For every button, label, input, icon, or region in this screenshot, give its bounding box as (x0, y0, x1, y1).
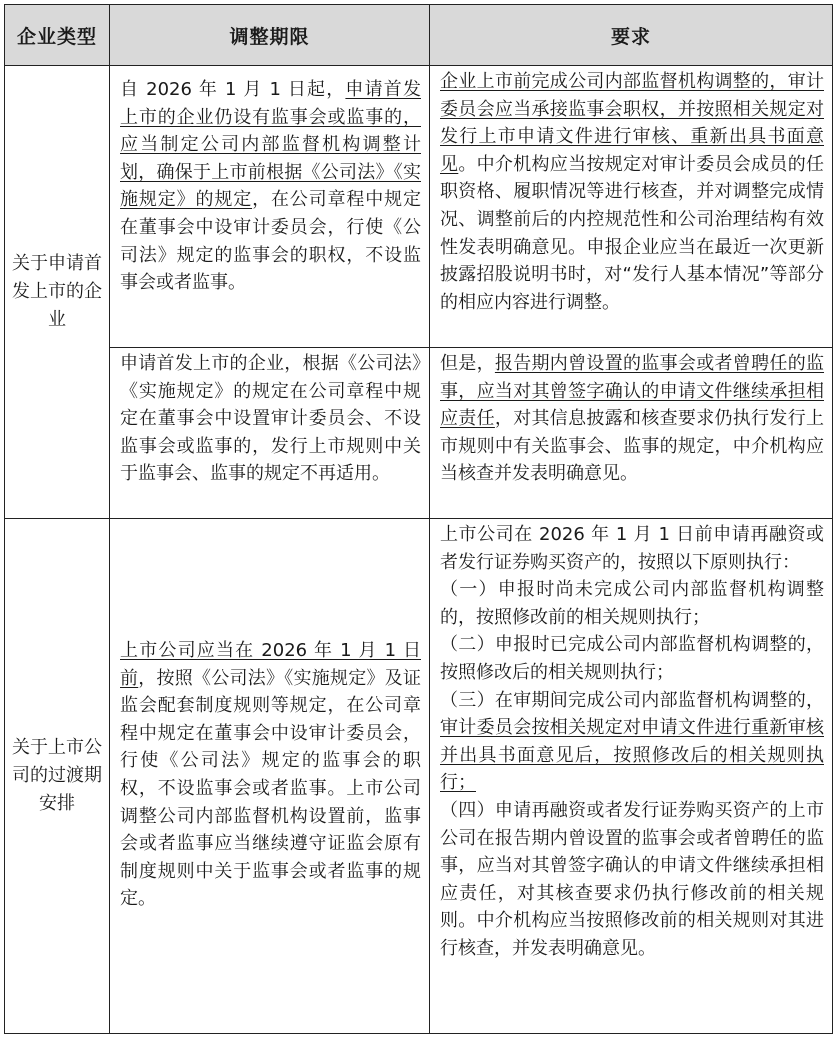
listed-requirement-intro: 上市公司在 2026 年 1 月 1 日前申请再融资或者发行证券购买资产的，按照以下原则执行： (440, 524, 824, 573)
listed-item-1: （一）申报时尚未完成公司内部监督机构调整的，按照修改前的相关规则执行； (440, 579, 824, 628)
underlined-text: 上市公司应当在 2026 年 1 月 1 日前 (120, 640, 421, 689)
text-segment: （三）在审期间完成公司内部监督机构调整的， (440, 689, 824, 711)
ipo-row-2 (5, 348, 833, 519)
listed-requirement (430, 519, 833, 1034)
ipo-period-1 (110, 66, 430, 348)
listed-period-text (120, 637, 421, 913)
text-segment: 但是， (440, 353, 495, 374)
ipo-period-2-text (120, 350, 421, 488)
ipo-requirement-2 (430, 348, 833, 519)
ipo-requirement-2-text (440, 350, 824, 488)
header-row (5, 5, 833, 66)
text-segment: 。中介机构应当按规定对审计委员会成员的任职资格、履职情况等进行核查，并对调整完成情况、调整前后的内控规范性和公司治理结构有效性发表明确意见。申报企业应当在最近一次更新披露招股说明书时，对“发行人基本情况”等部分的相应内容进行调整。 (440, 153, 825, 313)
listed-item-2: （二）申报时已完成公司内部监督机构调整的，按照修改后的相关规则执行； (440, 634, 824, 683)
ipo-period-2 (110, 348, 430, 519)
listed-type-cell: 关于上市公司的过渡期安排 (5, 519, 110, 1034)
listed-item-4: （四）申请再融资或者发行证券购买资产的上市公司在报告期内曾设置的监事会或者曾聘任的监事，应当对其曾签字确认的申请文件继续承担相应责任，对其核查要求仍执行修改前的相关规则。中介机构应当按照修改前的相关规则对其进行核查，并发表明确意见。 (440, 799, 824, 959)
policy-table (4, 4, 833, 1034)
underlined-text: 报告期内曾设置的监事会或者曾聘任的监事，应当对其曾签字确认的申请文件继续承担相应责任 (440, 353, 825, 430)
ipo-row-1 (5, 66, 833, 348)
ipo-period-1-text (120, 76, 421, 297)
ipo-requirement-1 (430, 66, 833, 348)
header-period: 调整期限 (110, 5, 430, 66)
text-segment: 自 2026 年 1 月 1 日起， (120, 79, 346, 100)
listed-row (5, 519, 833, 1034)
listed-period (110, 519, 430, 1034)
text-segment: ，对其信息披露和核查要求仍执行发行上市规则中有关监事会、监事的规定，中介机构应当核查并发表明确意见。 (440, 408, 825, 485)
text-segment: ，在公司章程中规定在董事会中设审计委员会，行使《公司法》规定的监事会的职权，不设监事会或者监事。 (120, 189, 422, 294)
header-requirement: 要求 (430, 5, 833, 66)
underlined-text: 申请首发上市的企业仍设有监事会或监事的，应当制定公司内部监督机构调整计划，确保于上市前根据《公司法》《实施规定》的规定 (120, 79, 421, 211)
text-segment: ，按照《公司法》《实施规定》及证监会配套制度规则等规定，在公司章程中规定在董事会中设审计委员会，行使《公司法》规定的监事会的职权，不设监事会或者监事。上市公司调整公司内部监督机构设置前，监事会或者监事应当继续遵守证监会原有制度规则中关于监事会或者监事的规定。 (120, 667, 421, 910)
ipo-requirement-1-text (440, 68, 824, 316)
underlined-text: 审计委员会按相关规定对申请文件进行重新审核并出具书面意见后，按照修改后的相关规则执行； (440, 717, 824, 794)
ipo-type-cell: 关于申请首发上市的企业 (5, 66, 110, 519)
header-type: 企业类型 (5, 5, 110, 66)
underlined-text: 企业上市前完成公司内部监督机构调整的，审计委员会应当承接监事会职权，并按照相关规定对发行上市申请文件进行审核、重新出具书面意见 (440, 71, 824, 175)
listed-item-3 (440, 687, 824, 797)
text-segment: 申请首发上市的企业，根据《公司法》《实施规定》的规定在公司章程中规定在董事会中设置审计委员会、不设监事会或监事的，发行上市规则中关于监事会、监事的规定不再适用。 (120, 353, 421, 485)
